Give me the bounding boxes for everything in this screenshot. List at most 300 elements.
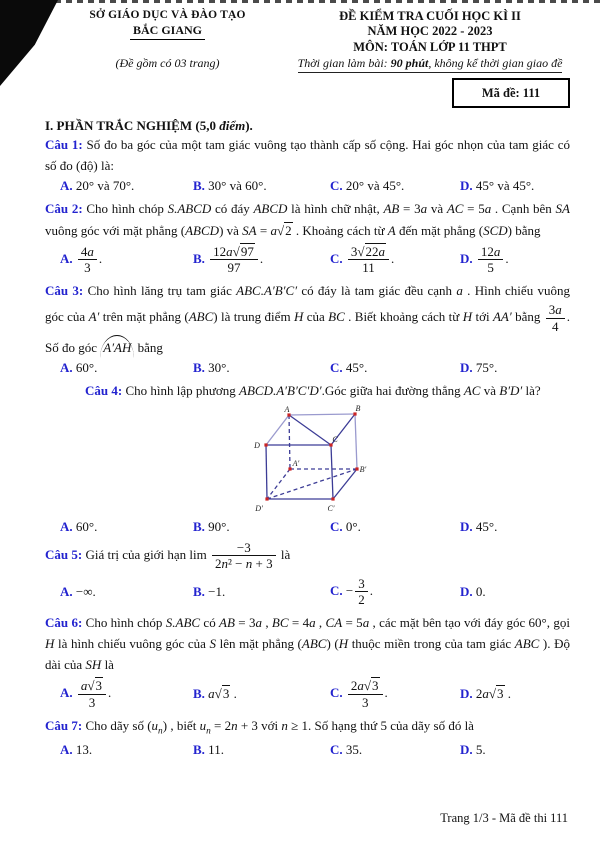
radicand: [95, 677, 104, 693]
fraction-denominator: [478, 260, 504, 275]
subject-line: MÔN: TOÁN LỚP 11 THPT: [353, 39, 507, 54]
option-letter: D.: [460, 583, 476, 599]
cube-figure: [235, 403, 410, 517]
text-run: ) là trung điểm: [213, 309, 294, 325]
cube-edge: [289, 415, 290, 469]
radical-sign: √: [214, 686, 222, 702]
text-run: có: [200, 615, 220, 631]
text-run: A′: [88, 309, 100, 325]
option-letter: C.: [330, 685, 346, 701]
text-run: 2: [475, 686, 483, 702]
text-run: ≥ 1. Số hạng thứ 5 của dãy số đó là: [287, 718, 474, 734]
text-run: AC: [463, 382, 481, 398]
option-a: [60, 677, 193, 711]
radicand: [371, 677, 380, 693]
option-letter: B.: [193, 686, 209, 702]
fraction-numerator: [212, 540, 276, 556]
text-run: là hình chữ nhật,: [287, 201, 384, 217]
text-run: n: [231, 718, 238, 734]
option-a: [60, 178, 193, 194]
option-letter: C.: [330, 582, 346, 598]
question-body: [45, 134, 570, 176]
text-run: Cho hình chóp: [86, 201, 168, 217]
option-b: [193, 178, 330, 194]
text-run: 12: [213, 243, 227, 259]
text-run: n: [245, 556, 253, 572]
option-letter: A.: [60, 583, 76, 599]
text-run: .: [108, 685, 112, 701]
cube-edge: [267, 469, 290, 499]
text-run: BC: [328, 309, 345, 325]
fraction: [478, 244, 504, 276]
question-label: Câu 2:: [45, 201, 87, 217]
fraction: [355, 576, 368, 608]
option-d: [460, 686, 570, 702]
text-run: 12: [480, 243, 494, 259]
cube-vertex-marker: [264, 443, 267, 446]
text-run: 4: [552, 318, 559, 334]
text-run: ) và: [219, 222, 243, 238]
fraction: [546, 302, 565, 334]
text-run: 11.: [208, 741, 224, 757]
cube-edge: [266, 415, 289, 445]
text-run: ABC.A′B′C′: [236, 283, 298, 299]
cube-vertex-marker: [265, 497, 268, 500]
text-run: ) bằng: [507, 222, 541, 238]
question-label: Câu 6:: [45, 615, 86, 631]
text-run: vuông góc với mặt phẳng (: [45, 222, 186, 238]
text-run: 60°.: [75, 359, 98, 375]
option-a: [60, 360, 193, 376]
fraction: [78, 678, 106, 710]
text-run: .: [98, 250, 103, 266]
text-run: = 5: [342, 615, 363, 631]
text-run: −3: [236, 540, 251, 556]
text-run: = 2: [210, 718, 232, 734]
text-run: ). Độ dài của: [45, 636, 570, 673]
option-letter: A.: [60, 250, 76, 266]
question-6: [45, 612, 570, 711]
text-run: 11: [362, 259, 375, 275]
text-run: −: [345, 582, 354, 598]
text-run: H: [462, 309, 473, 325]
option-letter: D.: [460, 250, 476, 266]
cube-edge: [355, 414, 357, 469]
text-run: B′D′: [499, 382, 523, 398]
cube-vertex-label: C′: [327, 504, 335, 514]
cube-edge: [289, 415, 331, 445]
question-7: [45, 715, 570, 758]
text-run: ): [162, 718, 168, 734]
option-letter: A.: [60, 178, 76, 194]
exam-code-box: Mã đề: 111: [452, 78, 570, 108]
cube-vertex-label: A: [284, 405, 290, 415]
text-run: là hình chiếu vuông góc của: [54, 636, 210, 652]
text-run: AB: [383, 201, 400, 217]
text-run: + 3: [252, 556, 273, 572]
text-run: 0.: [475, 583, 486, 599]
text-run: 75°.: [475, 359, 498, 375]
option-d: [460, 243, 570, 277]
text-run: . Hình chiếu vuông góc của: [45, 283, 570, 325]
text-run: CA: [325, 615, 343, 631]
option-a: [60, 742, 193, 758]
text-run: bằng: [511, 309, 544, 325]
option-letter: B.: [193, 359, 209, 375]
time-prefix: Thời gian làm bài:: [297, 55, 391, 70]
text-run: , các mặt bên tạo với đáy góc 60°, gọi: [369, 615, 570, 631]
option-d: [460, 178, 570, 194]
cube-vertex-label: D: [254, 441, 260, 451]
question-4: [45, 380, 570, 535]
fraction-denominator: [348, 260, 389, 275]
text-run: BC: [271, 615, 289, 631]
text-run: AC: [446, 201, 464, 217]
issuer-province: [45, 21, 290, 40]
text-run: thuộc miền trong của tam giác: [348, 636, 515, 652]
text-run: 3: [95, 678, 103, 694]
time-suffix: , không kể thời gian giao đề: [428, 55, 563, 70]
fraction-denominator: [210, 260, 258, 275]
question-body: [45, 715, 570, 740]
option-letter: B.: [193, 583, 209, 599]
angle-arc-notation: [100, 335, 134, 358]
text-run: tới: [472, 309, 493, 325]
text-run: .: [505, 250, 509, 266]
page-footer: Trang 1/3 - Mã đề thi 111: [440, 811, 568, 825]
text-run: .: [369, 582, 373, 598]
text-run: . Biết khoảng cách từ: [344, 309, 463, 325]
text-run: ,: [261, 615, 272, 631]
header: [45, 9, 570, 73]
text-run: H: [293, 309, 304, 325]
exam-title: ĐỀ KIỂM TRA CUỐI HỌC KÌ II: [339, 9, 521, 23]
fraction-denominator: [78, 260, 97, 275]
option-b: [193, 742, 330, 758]
text-run: Cho hình chóp: [85, 615, 166, 631]
option-letter: A.: [60, 359, 76, 375]
text-run: Số đo ba góc của một tam giác vuông tạo thành cấp số cộng. Hai góc nhọn của tam giác có số đo (độ) là:: [45, 137, 570, 174]
text-run: −∞.: [75, 583, 96, 599]
text-run: 5.: [475, 741, 486, 757]
cube-vertex-label: B′: [359, 465, 367, 475]
text-run: 20° và 70°.: [75, 178, 135, 194]
time-limit: [298, 56, 563, 74]
option-a: [60, 519, 193, 535]
text-run: có đáy là tam giác đều cạnh: [297, 283, 457, 299]
time-duration: 90 phút: [390, 55, 429, 70]
text-run: a: [87, 243, 94, 259]
text-run: ).: [245, 118, 253, 134]
option-b: [193, 360, 330, 376]
option-b: [193, 243, 330, 277]
fraction-denominator: [348, 695, 383, 710]
option-letter: A.: [60, 519, 76, 535]
text-run: a: [456, 283, 463, 299]
text-run: a: [484, 201, 492, 217]
text-run: = 5: [463, 201, 485, 217]
text-run: ABC: [514, 636, 540, 652]
text-run: Cho dãy số (: [85, 718, 152, 734]
option-letter: B.: [193, 250, 209, 266]
radical-sign: √: [357, 243, 365, 259]
text-run: và: [480, 382, 500, 398]
text-run: 2: [285, 222, 292, 238]
issuer-block: [45, 9, 290, 73]
radicand: [240, 243, 255, 259]
question-body: [45, 612, 570, 675]
text-run: SCD: [483, 222, 508, 238]
option-d: [460, 742, 570, 758]
fraction-denominator: [546, 319, 565, 334]
fraction-numerator: [355, 576, 368, 592]
fraction-numerator: [78, 678, 106, 694]
text-run: AA′: [492, 309, 512, 325]
option-a: [60, 584, 193, 600]
exam-code-row: [45, 78, 570, 110]
text-run: AB: [219, 615, 235, 631]
radical-sign: √: [363, 678, 372, 694]
text-run: H: [45, 636, 55, 652]
text-run: 3: [88, 694, 96, 710]
text-run: 3: [548, 302, 556, 318]
text-run: A′AH: [103, 339, 132, 355]
text-run: n: [281, 718, 288, 734]
issuer-province-text: BẮC GIANG: [130, 23, 205, 40]
cube-edge: [331, 445, 333, 499]
fraction: [78, 244, 97, 276]
text-run: 45° và 45°.: [475, 178, 535, 194]
radicand: [496, 685, 505, 701]
cube-edge: [333, 469, 357, 499]
text-run: a: [208, 686, 215, 702]
option-letter: C.: [330, 250, 346, 266]
issuer-department: SỞ GIÁO DỤC VÀ ĐÀO TẠO: [89, 9, 246, 21]
cube-edge: [266, 445, 267, 499]
text-run: ,: [315, 615, 326, 631]
text-run: , biết: [167, 718, 200, 734]
text-run: u: [151, 718, 159, 734]
section-title: [45, 118, 570, 134]
text-run: .: [259, 250, 264, 266]
option-letter: C.: [330, 741, 346, 757]
cube-vertex-marker: [331, 497, 334, 500]
text-run: 20° và 45°.: [345, 178, 405, 194]
text-run: a: [378, 243, 386, 259]
fraction: [212, 540, 276, 572]
text-run: SA: [242, 222, 257, 238]
text-run: ABCD.A′B′C′D′: [239, 382, 322, 398]
text-run: a: [362, 615, 370, 631]
question-1: [45, 134, 570, 194]
school-year: NĂM HỌC 2022 - 2023: [367, 24, 493, 39]
text-run: . Số đo góc: [45, 309, 570, 355]
text-run: 45°.: [345, 359, 368, 375]
options-row: [45, 742, 570, 758]
option-c: [330, 742, 460, 758]
option-letter: D.: [460, 686, 476, 702]
text-run: ABCD: [253, 201, 288, 217]
question-body: [45, 198, 570, 240]
text-run: Giá trị của giới hạn lim: [85, 546, 211, 562]
text-run: 5: [487, 259, 494, 275]
text-run: 2: [358, 592, 365, 607]
option-letter: D.: [460, 178, 476, 194]
question-label: Câu 5:: [45, 546, 86, 562]
options-row: [45, 677, 570, 711]
text-run: là: [101, 657, 114, 673]
options-row: [45, 519, 570, 535]
text-run: 97: [227, 259, 241, 275]
text-run: −1.: [208, 583, 226, 599]
text-run: a: [270, 222, 277, 238]
radical-sign: √: [488, 686, 497, 702]
text-run: ABC: [301, 636, 327, 652]
options-row: [45, 178, 570, 194]
text-run: .: [384, 685, 388, 701]
text-run: (5,0: [195, 118, 220, 134]
text-run: 97: [240, 243, 254, 259]
text-run: SA: [555, 201, 570, 217]
text-run: a: [482, 686, 489, 702]
options-row: [45, 360, 570, 376]
cube-vertex-label: B: [355, 404, 361, 414]
text-run: = 3: [399, 201, 421, 217]
text-run: a: [493, 243, 501, 259]
fraction-numerator: [78, 244, 97, 260]
option-letter: D.: [460, 359, 476, 375]
page-count-note: (Đề gồm có 03 trang): [115, 56, 220, 70]
time-limit-row: [290, 55, 570, 74]
fraction-numerator: [348, 244, 389, 260]
text-run: 30° và 60°.: [208, 178, 267, 194]
text-run: a: [80, 678, 88, 694]
option-d: [460, 519, 570, 535]
text-run: 3: [361, 694, 369, 710]
text-run: SH: [85, 657, 102, 673]
exam-title-block: [290, 9, 570, 73]
question-label: Câu 1:: [45, 137, 87, 153]
text-run: 3: [350, 243, 358, 259]
text-run: 4: [80, 243, 88, 259]
option-letter: D.: [460, 519, 476, 535]
option-d: [460, 360, 570, 376]
text-run: .: [230, 686, 237, 702]
text-run: ² −: [228, 556, 246, 572]
option-c: [330, 243, 460, 277]
question-label: Câu 3:: [45, 283, 88, 299]
text-run: ) (: [326, 636, 339, 652]
questions: [45, 134, 570, 758]
question-body: [45, 380, 570, 401]
text-run: 60°.: [75, 519, 98, 535]
text-run: là?: [522, 382, 541, 398]
radicand: [365, 243, 387, 259]
fraction-denominator: [78, 695, 106, 710]
square-root: [489, 685, 505, 701]
text-run: 3: [497, 686, 504, 702]
cube-vertex-label: D′: [255, 504, 263, 514]
text-run: 3: [358, 575, 365, 591]
question-label: Câu 7:: [45, 718, 86, 734]
option-a: [60, 243, 193, 277]
text-run: Cho hình lăng trụ tam giác: [87, 283, 237, 299]
text-run: a: [226, 243, 233, 259]
text-run: 2: [215, 556, 222, 572]
text-run: 35.: [345, 741, 363, 757]
option-c: [330, 360, 460, 376]
square-root: [357, 243, 386, 259]
text-run: . Cạnh bên: [491, 201, 556, 217]
text-run: a: [555, 302, 562, 318]
text-run: 90°.: [208, 519, 230, 535]
text-run: = 4: [288, 615, 310, 631]
option-c: [330, 178, 460, 194]
text-run: 3: [372, 678, 379, 694]
square-root: [364, 677, 380, 693]
text-run: A: [387, 222, 396, 238]
question-5: [45, 539, 570, 608]
radical-sign: √: [232, 243, 240, 259]
cube-edge: [267, 469, 357, 499]
text-run: 30°.: [208, 359, 230, 375]
text-run: a: [357, 678, 364, 694]
text-run: 3: [222, 686, 230, 702]
text-run: S: [209, 636, 217, 652]
radical-sign: √: [87, 678, 95, 694]
option-b: [193, 584, 330, 600]
fraction: [348, 244, 389, 276]
options-row: [45, 575, 570, 609]
option-letter: C.: [330, 178, 346, 194]
text-run: bằng: [134, 339, 163, 355]
option-c: [330, 677, 460, 711]
option-b: [193, 519, 330, 535]
question-3: [45, 280, 570, 376]
text-run: 45°.: [475, 519, 498, 535]
text-run: a: [255, 615, 262, 631]
text-run: S.ABCD: [167, 201, 212, 217]
cube-edge: [289, 414, 355, 415]
text-run: có đáy: [211, 201, 254, 217]
text-run: ABCD: [185, 222, 220, 238]
text-run: a: [420, 201, 428, 217]
option-c: [330, 519, 460, 535]
text-run: + 3 với: [237, 718, 282, 734]
text-run: 2: [350, 678, 358, 694]
text-run: 3: [84, 259, 91, 275]
option-letter: C.: [330, 519, 346, 535]
text-run: của: [303, 309, 329, 325]
option-letter: A.: [60, 685, 76, 701]
text-run: 0°.: [345, 519, 361, 535]
fraction-numerator: [546, 302, 565, 318]
cube-vertex-marker: [355, 467, 358, 470]
radical-sign: √: [276, 222, 285, 238]
fraction: [210, 244, 258, 276]
text-run: đến mặt phẳng (: [395, 222, 484, 238]
text-run: .: [391, 250, 395, 266]
radicand: [284, 222, 293, 238]
option-letter: C.: [330, 359, 346, 375]
fraction: [348, 678, 383, 710]
option-d: [460, 584, 570, 600]
option-letter: A.: [60, 741, 76, 757]
text-run: 13.: [75, 741, 93, 757]
question-body: [45, 280, 570, 358]
text-run: a: [309, 615, 316, 631]
question-2: [45, 198, 570, 276]
